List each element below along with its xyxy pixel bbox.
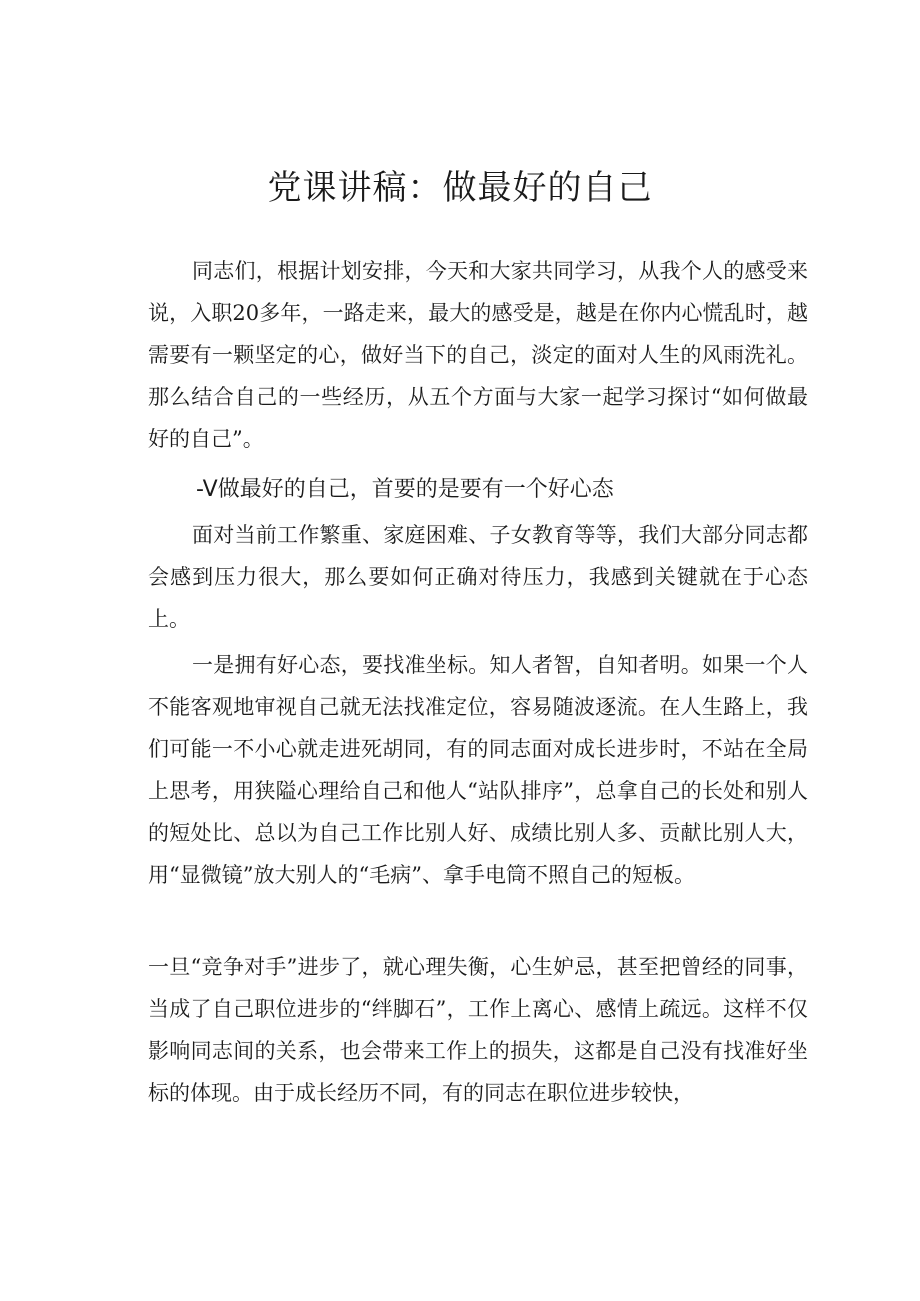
paragraph-coordinates: 一是拥有好心态，要找准坐标。知人者智，自知者明。如果一个人不能客观地审视自己就无法找准定位，容易随波逐流。在人生路上，我们可能一不小心就走进死胡同，有的同志面对成长进步时，不站在全局上思考，用狭隘心理给自己和他人“站队排序”，总拿自己的长处和别人的短处比、总以为自己工作比别人好、成绩比别人多、贡献比别人大，用“显微镜”放大别人的“毛病”、拿手电筒不照自己的短板。 [148,653,808,887]
paragraph-intro: 同志们，根据计划安排，今天和大家共同学习，从我个人的感受来说，入职20多年，一路走来，最大的感受是，越是在你内心慌乱时，越需要有一颗坚定的心，做好当下的自己，淡定的面对人生的风雨洗礼。那么结合自己的一些经历，从五个方面与大家一起学习探讨“如何做最好的自己”。 [148,259,808,451]
paragraph-pressure: 面对当前工作繁重、家庭困难、子女教育等等，我们大部分同志都会感到压力很大，那么要如何正确对待压力，我感到关键就在于心态上。 [148,523,808,631]
section-heading-1: -V做最好的自己，首要的是要有一个好心态 [196,477,614,502]
paragraph-competition: 一旦“竞争对手”进步了，就心理失衡，心生妒忌，甚至把曾经的同事，当成了自己职位进步的“绊脚石”，工作上离心、感情上疏远。这样不仅影响同志间的关系，也会带来工作上的损失，这都是自己没有找准好坐标的体现。由于成长经历不同，有的同志在职位进步较快， [148,955,808,1105]
document-title: 党课讲稿：做最好的自己 [267,168,653,208]
